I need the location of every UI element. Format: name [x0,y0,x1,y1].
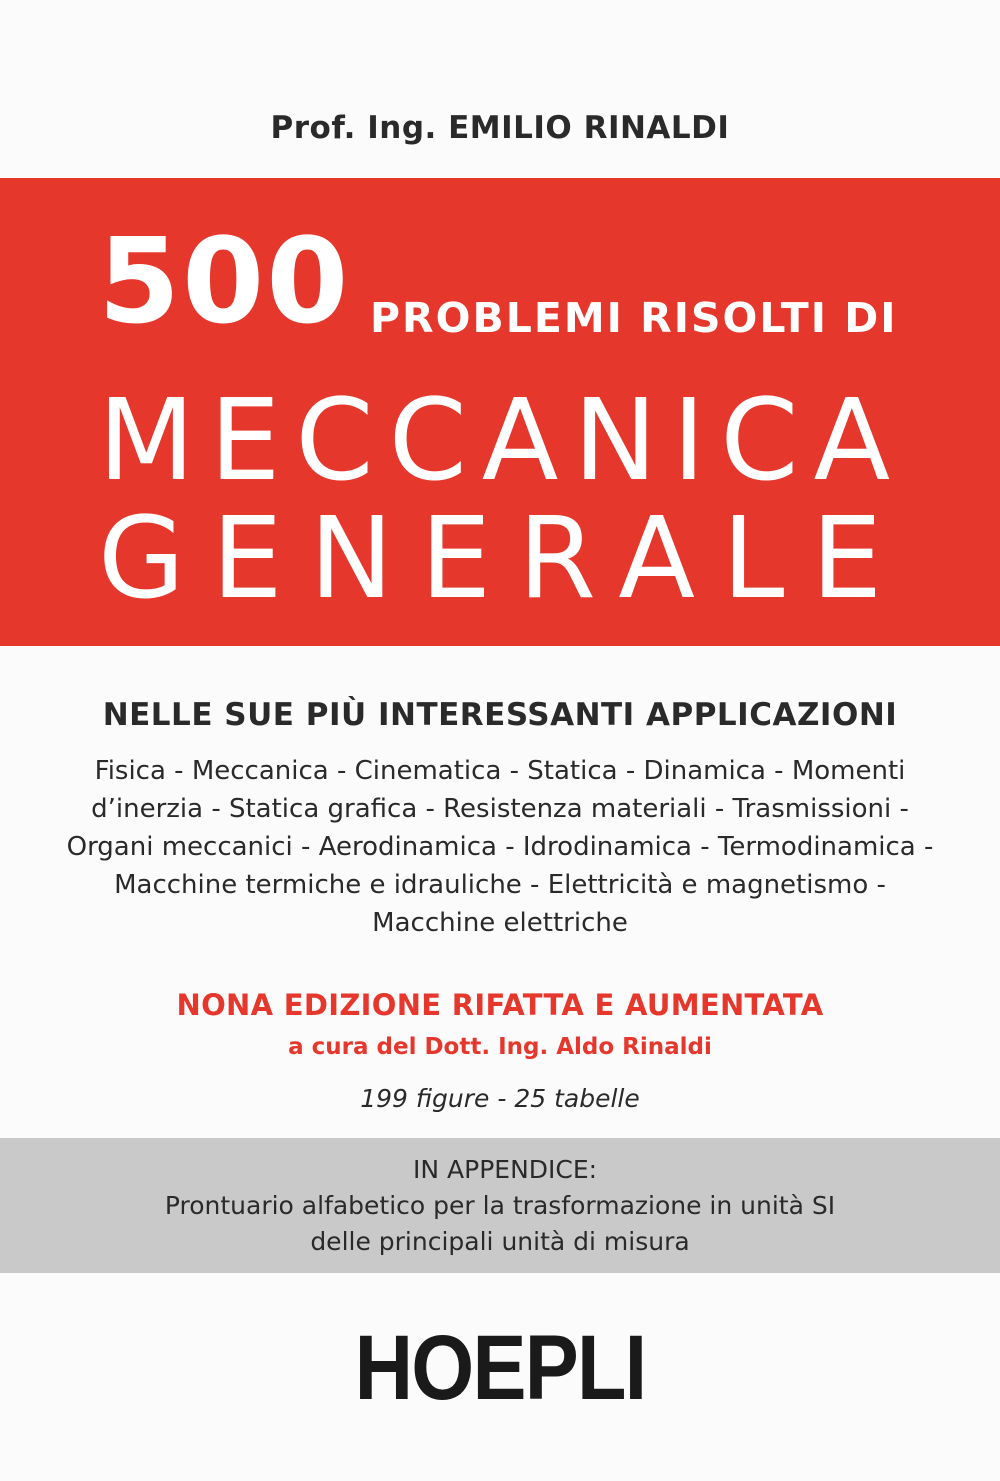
topics-line: Macchine elettriche [372,908,628,938]
appendix-band [0,1138,1000,1273]
title-sub: PROBLEMI RISOLTI DI [370,294,898,342]
topics-line: Fisica - Meccanica - Cinematica - Statica - Dinamica - Momenti [94,756,906,786]
title-line-2: GENERALE [98,494,910,624]
appendix-text [0,1152,1000,1260]
appendix-line: Prontuario alfabetico per la trasformazione in unità SI [164,1191,836,1220]
author-name: Prof. Ing. EMILIO RINALDI [270,110,730,146]
topics-list [60,752,940,942]
appendix-line: delle principali unità di misura [310,1227,690,1256]
publisher-logo: HOEPLI [354,1317,646,1419]
appendix-heading: IN APPENDICE: [413,1155,598,1184]
topics-line: Organi meccanici - Aerodinamica - Idrodinamica - Termodinamica - [66,832,934,862]
topics-line: Macchine termiche e idrauliche - Elettricità e magnetismo - [114,870,886,900]
figures-count: 199 figure - 25 tabelle [360,1084,640,1113]
subtitle: NELLE SUE PIÙ INTERESSANTI APPLICAZIONI [102,697,898,733]
title-line-1: MECCANICA [98,376,906,506]
curator-note: a cura del Dott. Ing. Aldo Rinaldi [288,1034,712,1060]
title-number: 500 [98,212,351,350]
edition-note: NONA EDIZIONE RIFATTA E AUMENTATA [176,988,824,1022]
topics-line: d’inerzia - Statica grafica - Resistenza materiali - Trasmissioni - [91,794,909,824]
